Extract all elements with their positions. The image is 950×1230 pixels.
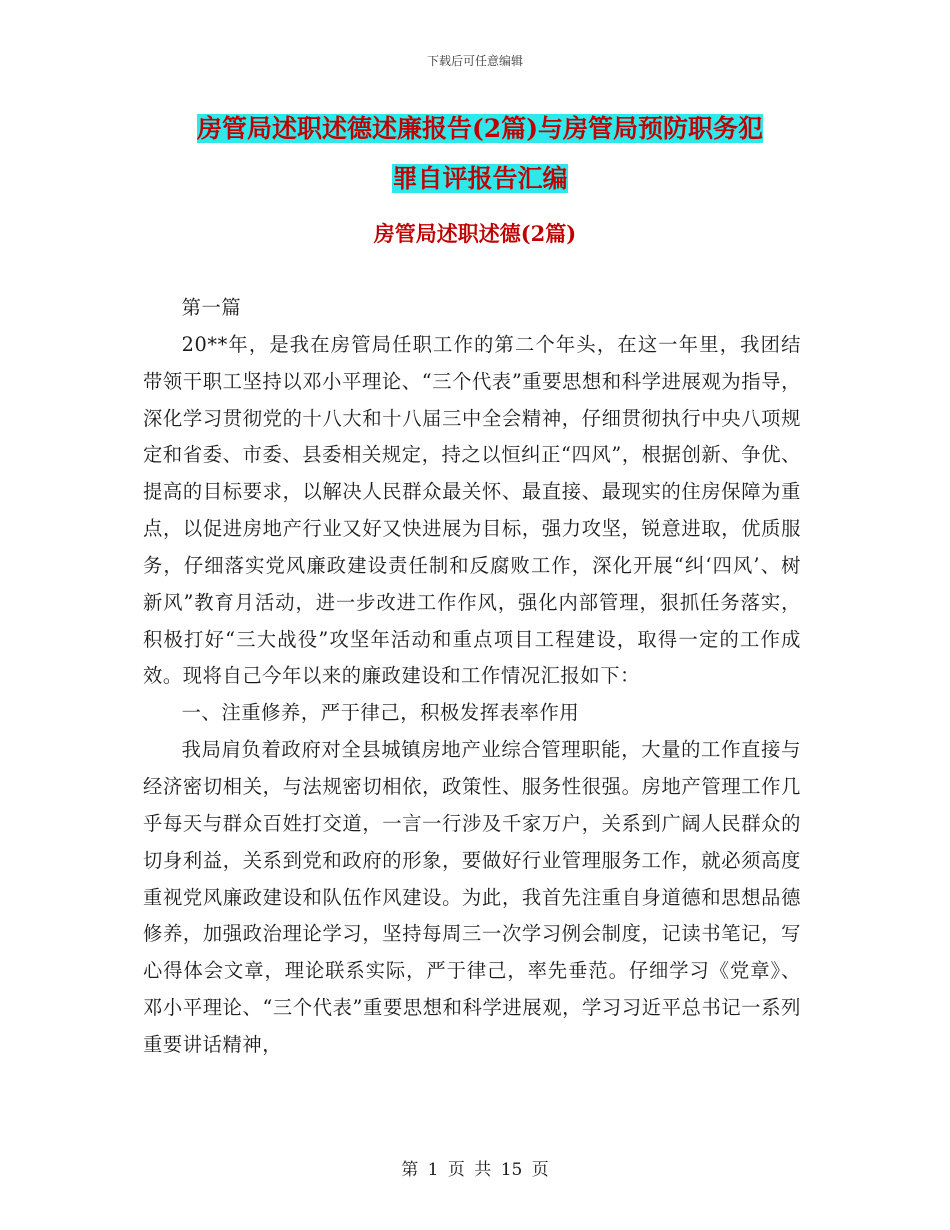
page-footer-indicator: 第 1 页 共 15 页	[401, 1160, 549, 1180]
document-body	[143, 290, 801, 1064]
body-paragraph: 我局肩负着政府对全县城镇房地产业综合管理职能，大量的工作直接与经济密切相关，与法规密切相依，政策性、服务性很强。房地产管理工作几乎每天与群众百姓打交道，一言一行涉及千家万户，关系到广阔人民群众的切身利益，关系到党和政府的形象，要做好行业管理服务工作，就必须高度重视党风廉政建设和队伍作风建设。为此，我首先注重自身道德和思想品德修养，加强政治理论学习，坚持每周三一次学习例会制度，记读书笔记，写心得体会文章，理论联系实际，严于律己，率先垂范。仔细学习《党章》、邓小平理论、“三个代表”重要思想和科学进展观，学习习近平总书记一系列重要讲话精神，	[143, 738, 801, 1056]
document-title-line-2: 罪自评报告汇编	[392, 164, 568, 193]
body-paragraph: 一、注重修养，严于律己，积极发挥表率作用	[181, 701, 580, 725]
document-title	[150, 104, 810, 204]
page-header-note: 下载后可任意编辑	[426, 54, 523, 68]
body-paragraph: 第一篇	[181, 296, 242, 319]
document-title-line-1: 房管局述职述德述廉报告(2篇)与房管局预防职务犯	[196, 114, 764, 143]
body-paragraph: 20**年，是我在房管局任职工作的第二个年头，在这一年里，我团结带领干职工坚持以邓小平理论、“三个代表”重要思想和科学进展观为指导，深化学习贯彻党的十八大和十八届三中全会精神，仔细贯彻执行中央八项规定和省委、市委、县委相关规定，持之以恒纠正“四风”，根据创新、争优、提高的目标要求，以解决人民群众最关怀、最直接、最现实的住房保障为重点，以促进房地产行业又好又快进展为目标，强力攻坚，锐意进取，优质服务，仔细落实党风廉政建设责任制和反腐败工作，深化开展“纠‘四风’、树新风”教育月活动，进一步改进工作作风，强化内部管理，狠抓任务落实，积极打好“三大战役”攻坚年活动和重点项目工程建设，取得一定的工作成效。现将自己今年以来的廉政建设和工作情况汇报如下：	[143, 332, 801, 688]
section-title: 房管局述职述德(2篇)	[373, 221, 577, 246]
